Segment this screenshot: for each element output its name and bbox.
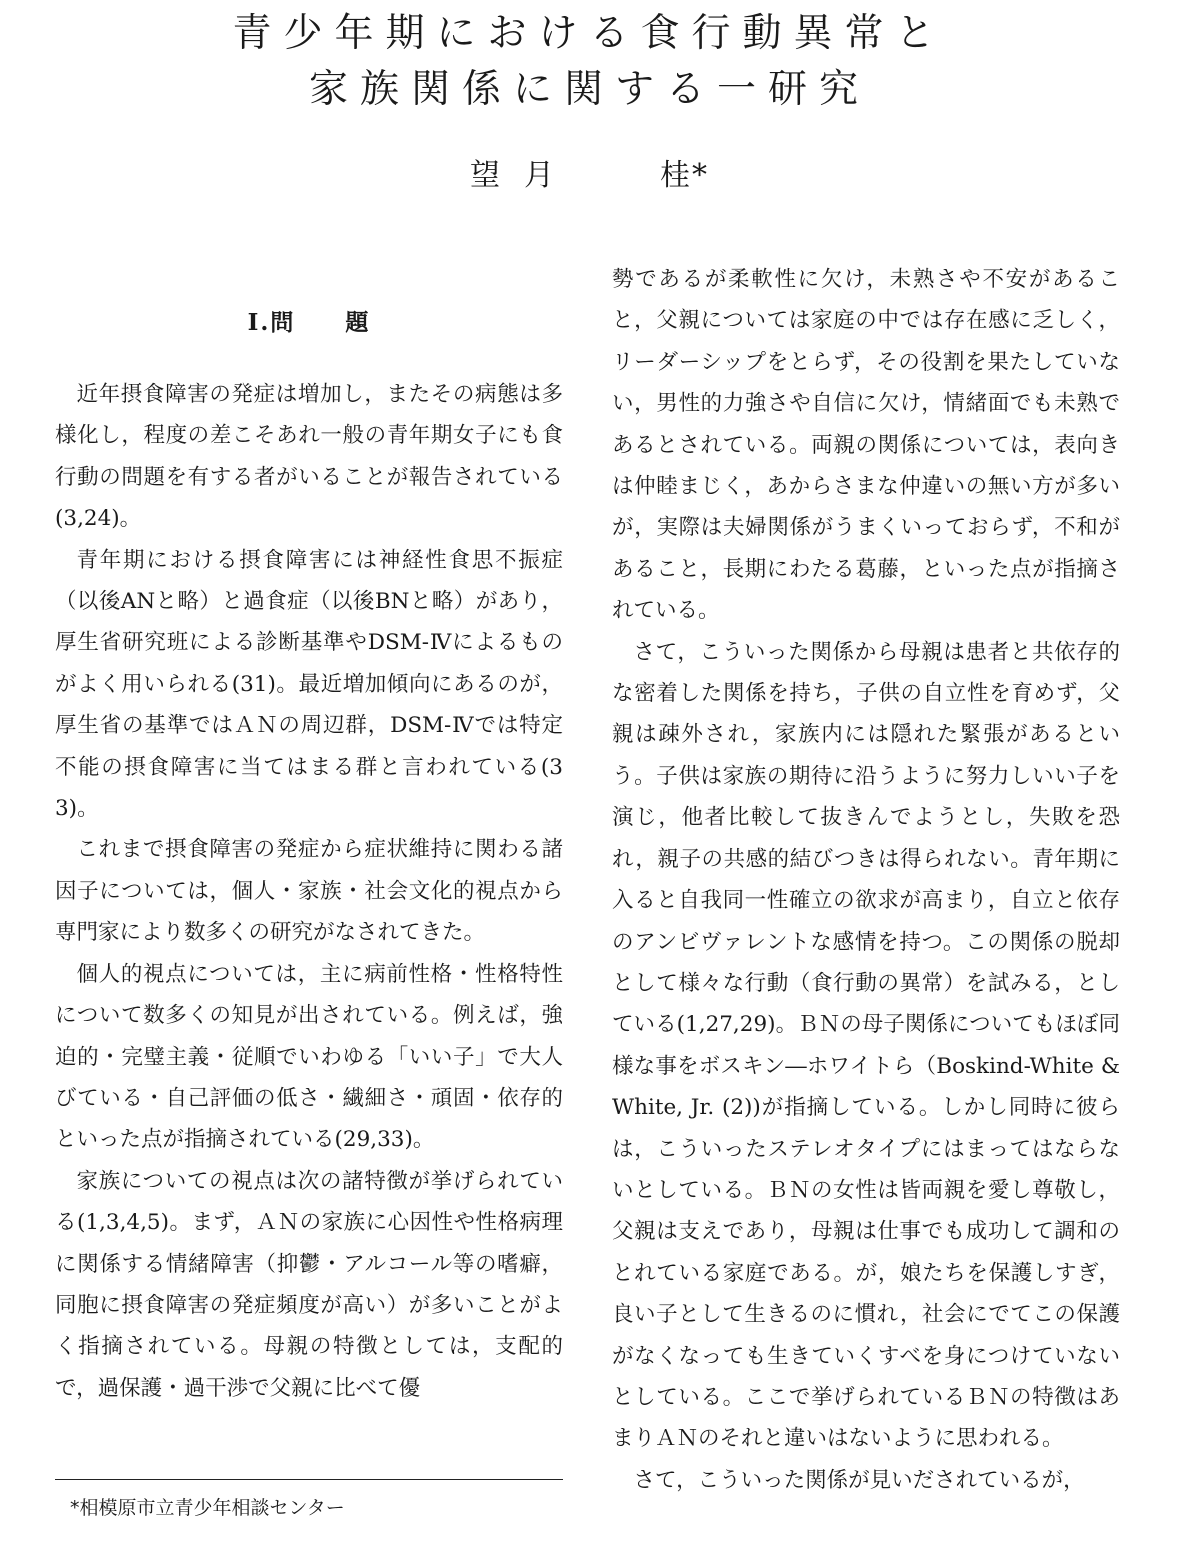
author-family-name: 望月 (470, 158, 578, 193)
footnote: *相模原市立青少年相談センター (70, 1497, 345, 1519)
title-line-1: 青少年期における食行動異常と (232, 11, 947, 56)
paragraph: さて，こういった関係から母親は患者と共依存的な密着した関係を持ち，子供の自立性を育めず，父親は疎外され，家族内には隠れた緊張があるという。子供は家族の期待に沿うように努力しいい子を演じ，他者比較して抜きんでようとし，失敗を恐れ，親子の共感的結びつきは得られない。青年期に入ると自我同一性確立の欲求が高まり，自立と依存のアンビヴァレントな感情を持つ。この関係の脱却として様々な行動（食行動の異常）を試みる，としている(1,27,29)。ＢＮの母子関係についてもほぼ同様な事をボスキン―ホワイトら（Boskind-White & White, Jr. (2))が指摘している。しかし同時に彼らは，こういったステレオタイプにはまってはならないとしている。ＢＮの女性は皆両親を愛し尊敬し，父親は支えであり，母親は仕事でも成功して調和のとれている家庭である。が，娘たちを保護しすぎ，良い子として生きるのに慣れ，社会にでてこの保護がなくなっても生きていくすべを身につけていないとしている。ここで挙げられているＢＮの特徴はあまりＡＮのそれと違いはないように思われる。 (612, 639, 1120, 1452)
paragraph: さて，こういった関係が見いだされているが， (633, 1467, 1085, 1493)
section-heading: Ⅰ.問 題 (247, 309, 371, 336)
paper-title (0, 6, 1179, 118)
author-given-name: 桂* (660, 158, 709, 193)
right-column (612, 259, 1120, 1501)
paragraph: 個人的視点については，主に病前性格・性格特性について数多くの知見が出されている。例えば，強迫的・完璧主義・従順でいわゆる「いい子」で大人びている・自己評価の低さ・繊細さ・頑固・依存的といった点が指摘されている(29,33)。 (55, 961, 563, 1153)
paragraph: 青年期における摂食障害には神経性食思不振症（以後ANと略）と過食症（以後BNと略）があり，厚生省研究班による診断基準やDSM-Ⅳによるものがよく用いられる(31)。最近増加傾向にあるのが，厚生省の基準ではＡＮの周辺群，DSM-Ⅳでは特定不能の摂食障害に当てはまる群と言われている(33)。 (55, 547, 563, 822)
paragraph: これまで摂食障害の発症から症状維持に関わる諸因子については，個人・家族・社会文化的視点から専門家により数多くの研究がなされてきた。 (55, 837, 563, 946)
paragraph: 勢であるが柔軟性に欠け，未熟さや不安があること，父親については家庭の中では存在感に乏しく，リーダーシップをとらず，その役割を果たしていない，男性的力強さや自信に欠け，情緒面でも未熟であるとされている。両親の関係については，表向きは仲睦まじく，あからさまな仲違いの無い方が多いが，実際は夫婦関係がうまくいっておらず，不和があること，長期にわたる葛藤，といった点が指摘されている。 (612, 267, 1120, 624)
author (0, 150, 1179, 194)
paragraph: 近年摂食障害の発症は増加し，またその病態は多様化し，程度の差こそあれ一般の青年期女子にも食行動の問題を有する者がいることが報告されている(3,24)。 (55, 382, 563, 532)
title-line-2: 家族関係に関する一研究 (308, 67, 870, 112)
paragraph: 家族についての視点は次の諸特徴が挙げられている(1,3,4,5)。まず，ＡＮの家族に心因性や性格病理に関係する情緒障害（抑鬱・アルコール等の嗜癖，同胞に摂食障害の発症頻度が高い）が多いことがよく指摘されている。母親の特徴としては，支配的で，過保護・過干渉で父親に比べて優 (55, 1168, 563, 1401)
footnote-rule (55, 1479, 563, 1480)
left-column (55, 374, 563, 1409)
